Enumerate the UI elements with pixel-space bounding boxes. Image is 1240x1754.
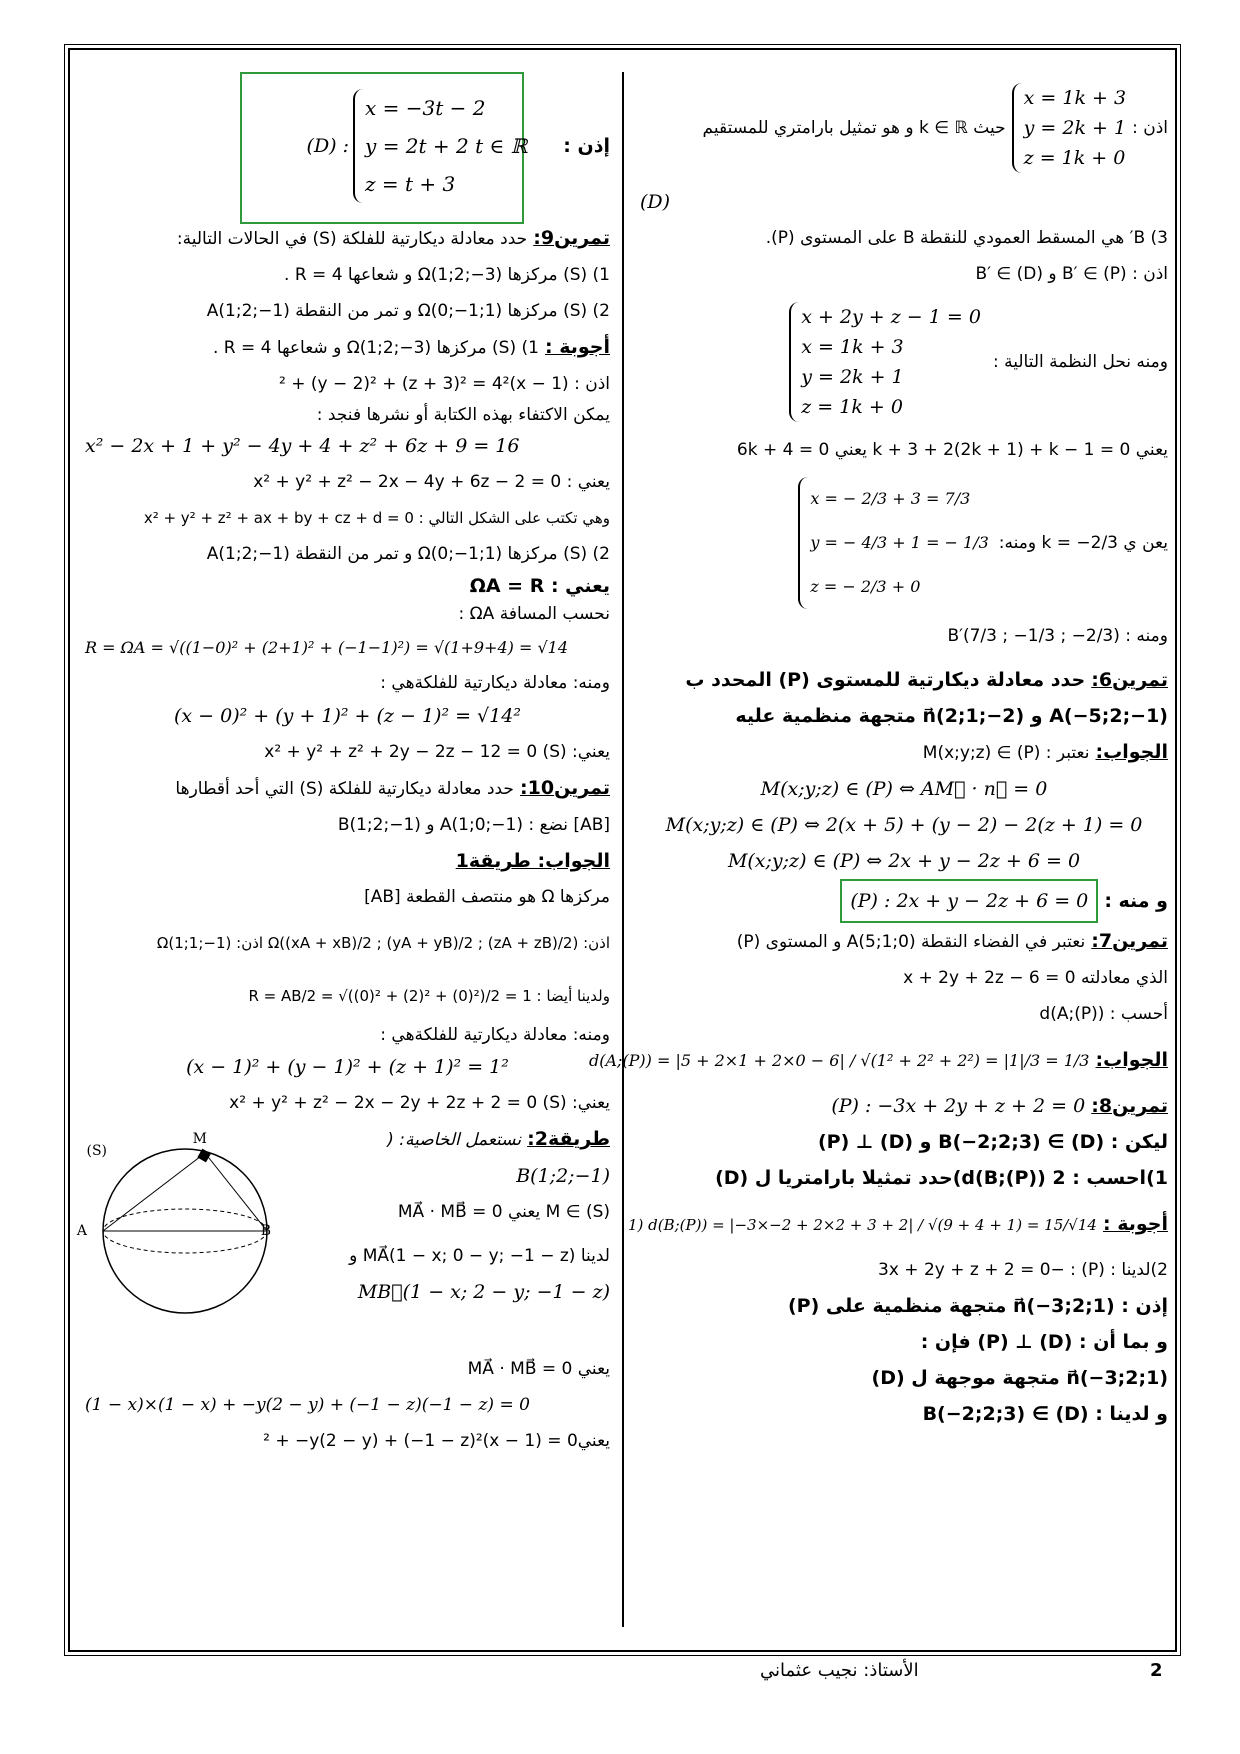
ex6-m2: M(x;y;z) ∈ (P) ⇔ 2(x + 5) + (y − 2) − 2(z + 1) = 0 [665, 814, 1143, 836]
ex10-a1: مركزها Ω هو منتصف القطعة [AB] [364, 887, 610, 907]
label-S: (S) [86, 1143, 107, 1159]
ans1-eq2: x² − 2x + 1 + y² − 4y + 4 + z² + 6z + 9 = 16 [85, 435, 520, 457]
ex7-answer-title: الجواب: [1095, 1049, 1168, 1071]
r1-continuation: حيث k ∈ ℝ و هو تمثيل بارامتري للمستقيم [702, 118, 1006, 138]
ex7-title: تمرين7: [1091, 930, 1168, 952]
ex8-ans3: إذن : n⃗(−3;2;1) متجهة منظمية على (P) [787, 1295, 1168, 1317]
label-A: A [76, 1223, 87, 1239]
ex8-b: ليكن : B(−2;2;3) ∈ (D) و (D) ⊥ (P) [817, 1131, 1168, 1153]
ex10-a4: ومنه: معادلة ديكارتية للفلكةهي : [380, 1025, 610, 1045]
ex8-ans4: و بما أن : (D) ⊥ (P) فإن : [920, 1331, 1168, 1353]
answers-title: أجوبة : [545, 336, 610, 358]
ex6-ans1: نعتبر : M(x;y;z) ∈ (P) [922, 743, 1090, 763]
ans1-eq3: يعني : x² + y² + z² − 2x − 4y + 6z − 2 = 0 [253, 472, 610, 492]
ex7-answer: d(A;(P)) = |5 + 2×1 + 2×0 − 6| / √(1² + 2² + 2²) = |1|/3 = 1/3 [588, 1051, 1090, 1070]
ans2-f: يعني: (S) x² + y² + z² + 2y − 2z − 12 = 0 [264, 742, 610, 762]
page-number: 2 [1150, 1660, 1163, 1681]
ex10-a6: يعني: (S) x² + y² + z² − 2x − 2y + 2z + 2 = 0 [229, 1093, 610, 1113]
ex9-1: 1) (S) مركزها Ω(1;2;−3) و شعاعها R = 4 . [284, 265, 610, 285]
ex6-m1: M(x;y;z) ∈ (P) ⇔ AM⃗ · n⃗ = 0 [760, 778, 1048, 800]
r5: يعني k + 3 + 2(2k + 1) + k − 1 = 0 يعني 6k + 4 = 0 [736, 440, 1168, 460]
ex7-a: نعتبر في الفضاء النقطة A(5;1;0) و المستوى (P) [736, 932, 1086, 952]
ans2-b: نحسب المسافة ΩA : [458, 604, 610, 624]
author: الأستاذ: نجيب عثماني [760, 1660, 919, 1681]
label-M: M [192, 1131, 207, 1147]
ex6-answer-title: الجواب: [1095, 741, 1168, 763]
r3: اذن : B′ ∈ (P) و B′ ∈ (D) [975, 264, 1168, 284]
ex8-ans2: 2)لدينا : (P) : −3x + 2y + z + 2 = 0 [878, 1260, 1168, 1280]
segment-MA [103, 1153, 205, 1231]
ex8-answer-title: أجوبة : [1103, 1213, 1168, 1235]
ex10-a2: اذن: Ω((xA + xB)/2 ; (yA + yB)/2 ; (zA + zB)/2) اذن: Ω(1;1;−1) [156, 934, 610, 952]
ex7-c: أحسب : d(A;(P)) [1039, 1004, 1168, 1024]
ex10-title: تمرين10: [520, 777, 610, 799]
sphere-diagram [76, 1131, 295, 1331]
right-column [588, 72, 1168, 1632]
method2-d: لدينا MA⃗(1 − x; 0 − y; −1 − z) و [349, 1246, 610, 1266]
ans1-eq4: وهي تكتب على الشكل التالي : x² + y² + z² + ax + by + cz + d = 0 [143, 509, 610, 527]
r4-system: x + 2y + z − 1 = 0 x = 1k + 3 y = 2k + 1 z = 1k + 0 [789, 302, 981, 422]
r1-line-D: (D) [640, 191, 671, 213]
method2-c: M ∈ (S) يعني MA⃗ · MB⃗ = 0 [397, 1202, 610, 1222]
ex8-ans1: 1) d(B;(P)) = |−3×−2 + 2×2 + 3 + 2| / √(9 + 4 + 1) = 15/√14 [627, 1216, 1097, 1234]
ans1-eq: اذن : (x − 1)² + (y − 2)² + (z + 3)² = 4² [278, 374, 610, 394]
ex8-a: (P) : −3x + 2y + z + 2 = 0 [831, 1095, 1086, 1117]
method2-f: يعني MA⃗ · MB⃗ = 0 [467, 1359, 610, 1379]
ans2-c: R = ΩA = √((1−0)² + (2+1)² + (−1−1)²) = √(1+9+4) = √14 [85, 638, 568, 657]
ex8-c: 1)احسب : d(B;(P)) 2)حدد تمثيلا بارامتريا ل (D) [715, 1167, 1168, 1189]
ex10-answer-title: الجواب: طريقة1 [455, 850, 610, 872]
ex8-ans6: و لدينا : B(−2;2;3) ∈ (D) [922, 1403, 1168, 1425]
r4-label: ومنه نحل النظمة التالية : [992, 352, 1168, 372]
ex9-2: 2) (S) مركزها Ω(0;−1;1) و تمر من النقطة A(1;2;−1) [206, 301, 610, 321]
ans2-e: (x − 0)² + (y + 1)² + (z − 1)² = √14² [174, 705, 521, 727]
ex9-a: حدد معادلة ديكارتية للفلكة (S) في الحالات التالية: [176, 229, 528, 249]
label-B: B [260, 1223, 271, 1239]
ex8-ans5: n⃗(−3;2;1) متجهة موجهة ل (D) [871, 1367, 1168, 1389]
ex6-b: A(−5;2;−1) و n⃗(2;1;−2) متجهة منظمية عليه [735, 705, 1168, 727]
l1-D: (D) : [306, 135, 350, 157]
r2: 3) B′ هي المسقط العمودي للنقطة B على المستوى (P). [765, 228, 1168, 248]
method2-e: MB⃗(1 − x; 2 − y; −1 − z) [357, 1281, 610, 1303]
ex6-result: (P) : 2x + y − 2z + 6 = 0 [840, 879, 1098, 923]
method2-h: يعني0 = (1 − x)² + −y(2 − y) + (−1 − z)² [263, 1431, 610, 1451]
l1-system: x = −3t − 2 y = 2t + 2 t ∈ ℝ z = t + 3 [353, 89, 527, 203]
r1-label: اذن : [1132, 118, 1168, 138]
ex6-m3: M(x;y;z) ∈ (P) ⇔ 2x + y − 2z + 6 = 0 [727, 850, 1081, 872]
ans1: 1) (S) مركزها Ω(1;2;−3) و شعاعها R = 4 . [212, 338, 539, 358]
ex9-title: تمرين9: [533, 227, 610, 249]
ex10-a3: ولدينا أيضا : R = AB/2 = √((0)² + (2)² + (0)²)/2 = 1 [248, 987, 610, 1005]
method2-title: طريقة2: [527, 1128, 610, 1150]
r1-system: x = 1k + 3 y = 2k + 1 z = 1k + 0 [1012, 83, 1126, 173]
ex8-title: تمرين8: [1091, 1095, 1168, 1117]
column-divider [622, 72, 624, 1627]
method2-g: (1 − x)×(1 − x) + −y(2 − y) + (−1 − z)(−1 − z) = 0 [85, 1395, 530, 1415]
r7: ومنه : B′(7/3 ; −1/3 ; −2/3) [947, 626, 1168, 646]
ex6-a: حدد معادلة ديكارتية للمستوى (P) المحدد ب [685, 669, 1086, 691]
ans2-d: ومنه: معادلة ديكارتية للفلكةهي : [380, 673, 610, 693]
ex7-b: الذي معادلته x + 2y + 2z − 6 = 0 [903, 968, 1168, 988]
ex6-title: تمرين6: [1091, 669, 1168, 691]
ex6-result-label: و منه : [1104, 890, 1168, 912]
l1-label: إذن : [563, 135, 610, 157]
r6-system: x = − 2/3 + 3 = 7/3 y = − 4/3 + 1 = − 1/3 z = − 2/3 + 0 [798, 477, 988, 609]
ex10-a5: (x − 1)² + (y − 1)² + (z + 1)² = 1² [186, 1056, 509, 1078]
method2-a: نستعمل الخاصية: ( [387, 1130, 522, 1150]
ex10-a: حدد معادلة ديكارتية للفلكة (S) التي أحد أقطارها [175, 779, 514, 799]
ex10-b: [AB] نضع : A(1;0;−1) و B(1;2;−1) [337, 815, 610, 835]
left-column [76, 72, 610, 1632]
ans1-t: يمكن الاكتفاء بهذه الكتابة أو نشرها فنجد : [316, 405, 610, 425]
ans2: 2) (S) مركزها Ω(0;−1;1) و تمر من النقطة A(1;2;−1) [206, 544, 610, 564]
r6-label: يعن ي k = −2/3 ومنه: [998, 533, 1168, 553]
ans2-a: يعني : ΩA = R [469, 575, 610, 597]
method2-b: B(1;2;−1) [516, 1165, 610, 1187]
